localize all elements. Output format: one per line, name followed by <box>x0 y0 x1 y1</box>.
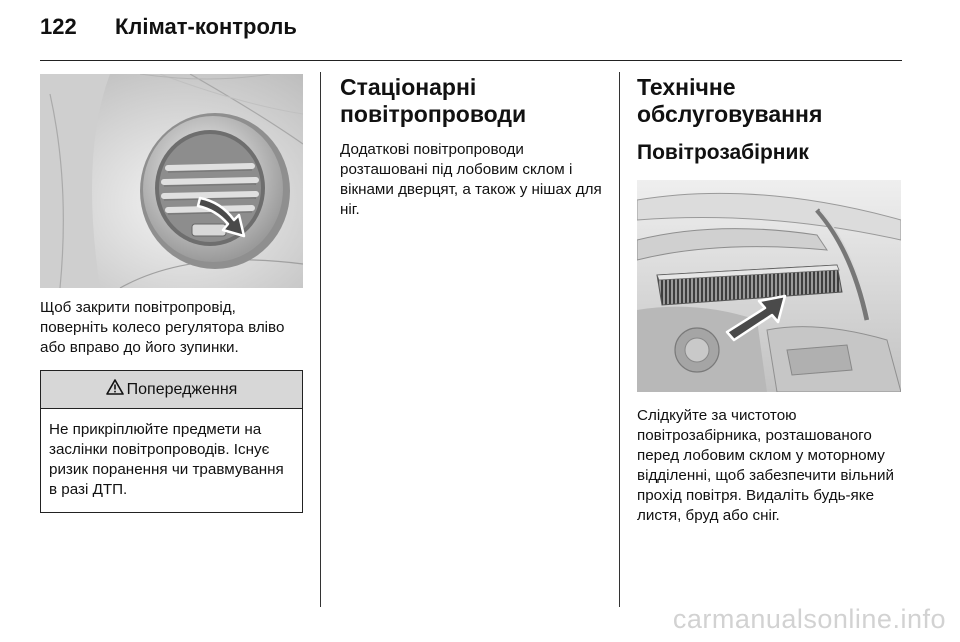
warning-triangle-icon <box>106 379 124 400</box>
page-number: 122 <box>40 14 77 39</box>
column-right <box>637 74 901 526</box>
page-header <box>40 14 297 40</box>
site-watermark: carmanualsonline.info <box>672 604 946 634</box>
maintenance-heading: Технічне обслуговування <box>637 74 823 127</box>
warning-header <box>41 371 302 409</box>
section-title: Клімат-контроль <box>115 14 297 39</box>
column-divider <box>619 72 620 607</box>
column-divider <box>320 72 321 607</box>
header-rule <box>40 60 902 61</box>
air-vent-illustration <box>40 74 303 288</box>
air-intake-illustration <box>637 180 901 392</box>
vent-close-paragraph: Щоб закрити повітропровід, поверніть колесо регулятора вліво або вправо до його зупинки. <box>40 299 285 356</box>
air-intake-paragraph: Слідкуйте за чистотою повітрозабірника, розташованого перед лобовим склом у моторному відділенні, щоб забезпечити вільний прохід повітря. Видаліть будь-яке листя, бруд або сніг. <box>637 407 894 524</box>
warning-text: Не прикріплюйте предмети на заслінки повітропроводів. Існує ризик поранення чи травмування в разі ДТП. <box>49 421 284 498</box>
stationary-vents-paragraph: Додаткові повітропроводи розташовані під лобовим склом і вікнами дверцят, а також у нішах для ніг. <box>340 141 602 218</box>
stationary-vents-heading: Стаціонарні повітропроводи <box>340 74 527 127</box>
air-intake-subheading: Повітрозабірник <box>637 141 809 164</box>
column-left <box>40 74 303 513</box>
warning-title: Попередження <box>126 380 238 398</box>
warning-box <box>40 370 303 513</box>
column-middle <box>340 74 602 220</box>
